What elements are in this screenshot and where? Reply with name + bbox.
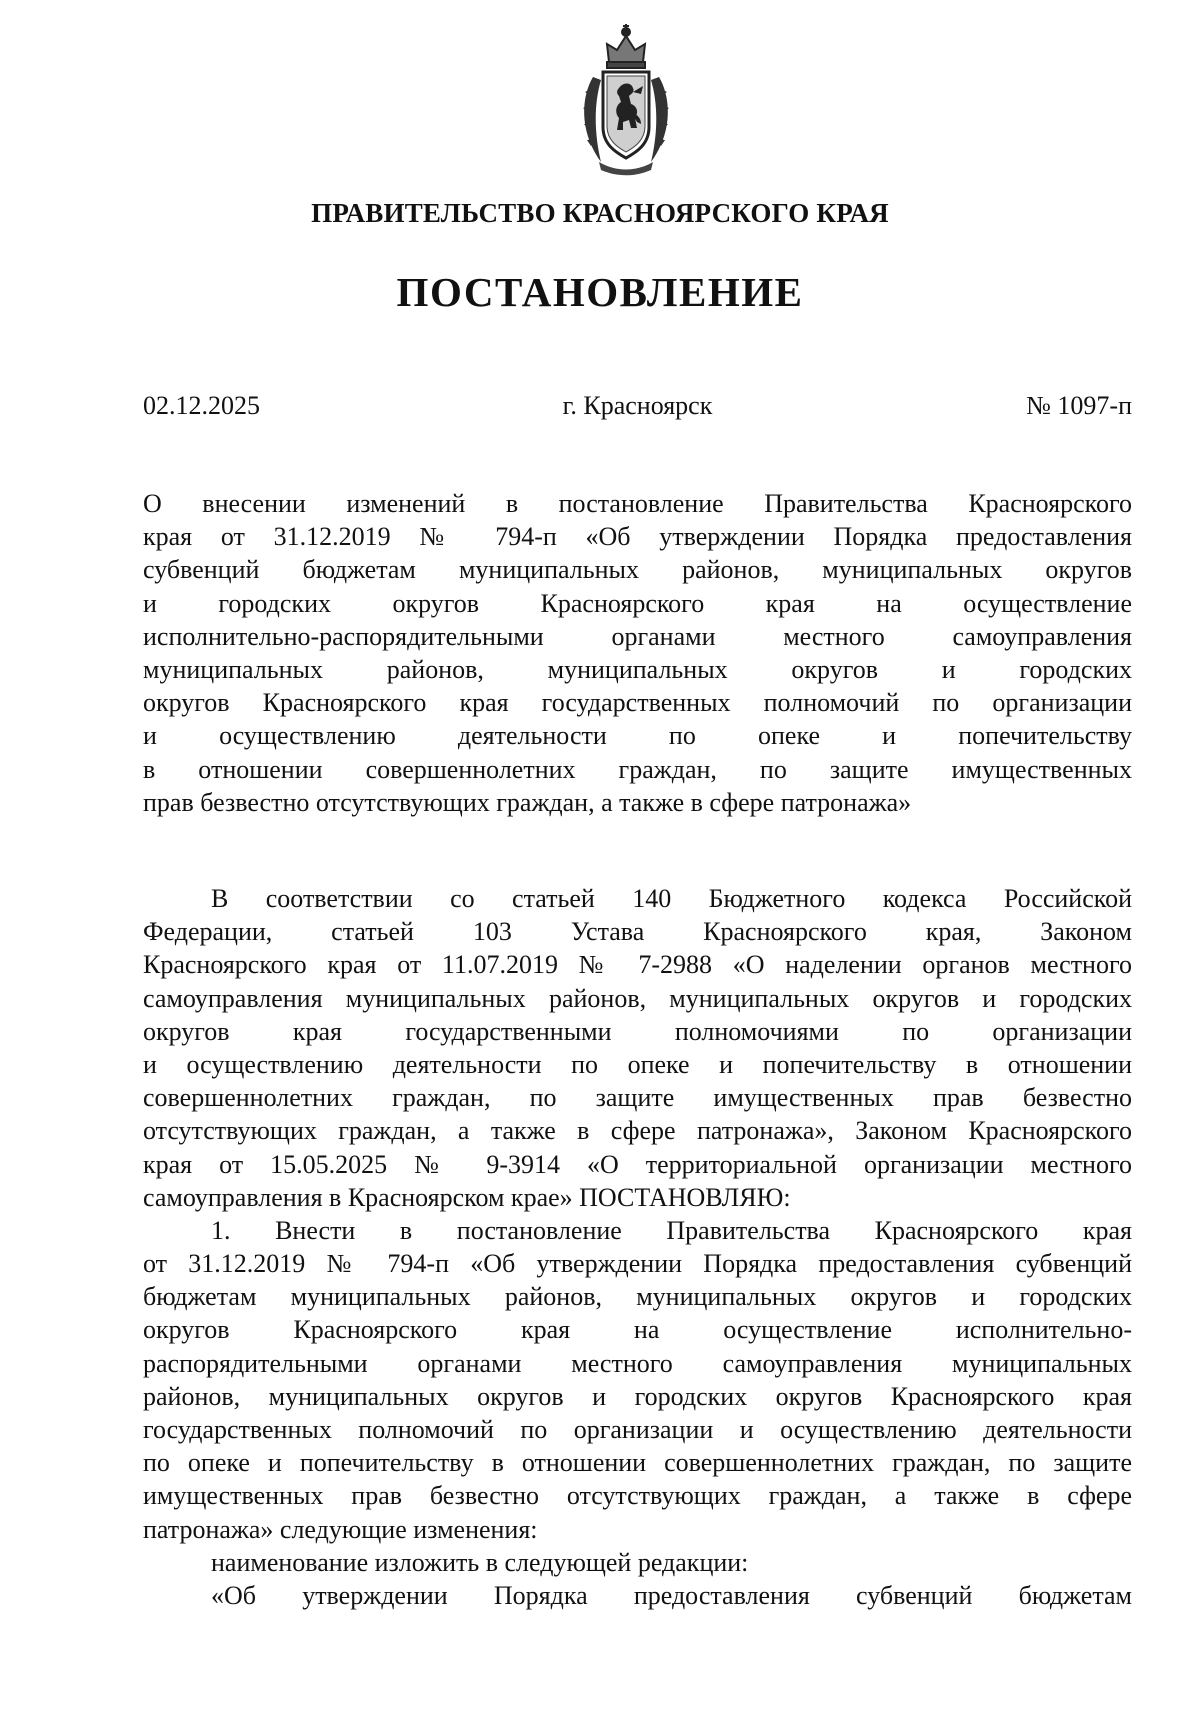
body-line: края от 15.05.2025 № 9-3914 «О территориальной организации местного bbox=[143, 1149, 1132, 1179]
body-line: «Об утверждении Порядка предоставления субвенций бюджетам bbox=[211, 1580, 1132, 1610]
document-date: 02.12.2025 bbox=[143, 391, 260, 420]
body-line: В соответствии со статьей 140 Бюджетного кодекса Российской bbox=[211, 884, 1132, 913]
body-line: наименование изложить в следующей редакции: bbox=[211, 1547, 749, 1577]
body-line: совершеннолетних граждан, по защите имущественных прав безвестно bbox=[143, 1083, 1132, 1113]
document-body bbox=[143, 882, 1132, 1612]
document-type: ПОСТАНОВЛЕНИЕ bbox=[396, 269, 804, 315]
subject-line: прав безвестно отсутствующих граждан, а также в сфере патронажа» bbox=[143, 787, 912, 817]
subject-line: и городских округов Красноярского края на осуществление bbox=[143, 588, 1132, 618]
document-subject bbox=[143, 487, 1132, 819]
body-line: Красноярского края от 11.07.2019 № 7-2988 «О наделении органов местного bbox=[143, 950, 1132, 980]
body-line: по опеке и попечительству в отношении совершеннолетних граждан, по защите bbox=[143, 1448, 1132, 1478]
body-line: самоуправления в Красноярском крае» ПОСТАНОВЛЯЮ: bbox=[143, 1182, 791, 1212]
body-line: округов края государственными полномочиями по организации bbox=[143, 1016, 1132, 1046]
subject-line: края от 31.12.2019 № 794-п «Об утверждении Порядка предоставления bbox=[143, 522, 1132, 552]
body-line: и осуществлению деятельности по опеке и попечительству в отношении bbox=[143, 1049, 1132, 1079]
body-line: округов Красноярского края на осуществление исполнительно- bbox=[143, 1315, 1132, 1345]
body-line: Федерации, статьей 103 Устава Красноярского края, Законом bbox=[143, 917, 1132, 947]
body-line: от 31.12.2019 № 794-п «Об утверждении Порядка предоставления субвенций bbox=[143, 1249, 1132, 1279]
subject-line: исполнительно-распорядительными органами местного самоуправления bbox=[143, 621, 1132, 651]
subject-line: в отношении совершеннолетних граждан, по защите имущественных bbox=[143, 754, 1132, 784]
document-city: г. Красноярск bbox=[562, 391, 713, 420]
body-line: самоуправления муниципальных районов, муниципальных округов и городских bbox=[143, 983, 1132, 1013]
body-line: патронажа» следующие изменения: bbox=[143, 1514, 538, 1544]
subject-line: субвенций бюджетам муниципальных районов, муниципальных округов bbox=[143, 555, 1132, 585]
body-line: 1. Внести в постановление Правительства Красноярского края bbox=[211, 1215, 1132, 1245]
government-name: ПРАВИТЕЛЬСТВО КРАСНОЯРСКОГО КРАЯ bbox=[311, 198, 889, 228]
body-line: имущественных прав безвестно отсутствующих граждан, а также в сфере bbox=[143, 1481, 1132, 1511]
subject-line: О внесении изменений в постановление Правительства Красноярского bbox=[143, 489, 1132, 518]
body-line: отсутствующих граждан, а также в сфере патронажа», Законом Красноярского bbox=[143, 1116, 1132, 1146]
body-line: бюджетам муниципальных районов, муниципальных округов и городских bbox=[143, 1282, 1132, 1312]
body-line: государственных полномочий по организации и осуществлению деятельности bbox=[143, 1415, 1132, 1444]
body-line: распорядительными органами местного самоуправления муниципальных bbox=[143, 1348, 1132, 1378]
document-meta bbox=[143, 391, 1132, 425]
subject-line: муниципальных районов, муниципальных округов и городских bbox=[143, 654, 1132, 684]
coat-of-arms-icon bbox=[571, 22, 681, 177]
subject-line: и осуществлению деятельности по опеке и попечительству bbox=[143, 721, 1132, 751]
subject-line: округов Красноярского края государственных полномочий по организации bbox=[143, 688, 1132, 718]
body-line: районов, муниципальных округов и городских округов Красноярского края bbox=[143, 1381, 1132, 1411]
document-number: № 1097-п bbox=[1026, 391, 1132, 420]
